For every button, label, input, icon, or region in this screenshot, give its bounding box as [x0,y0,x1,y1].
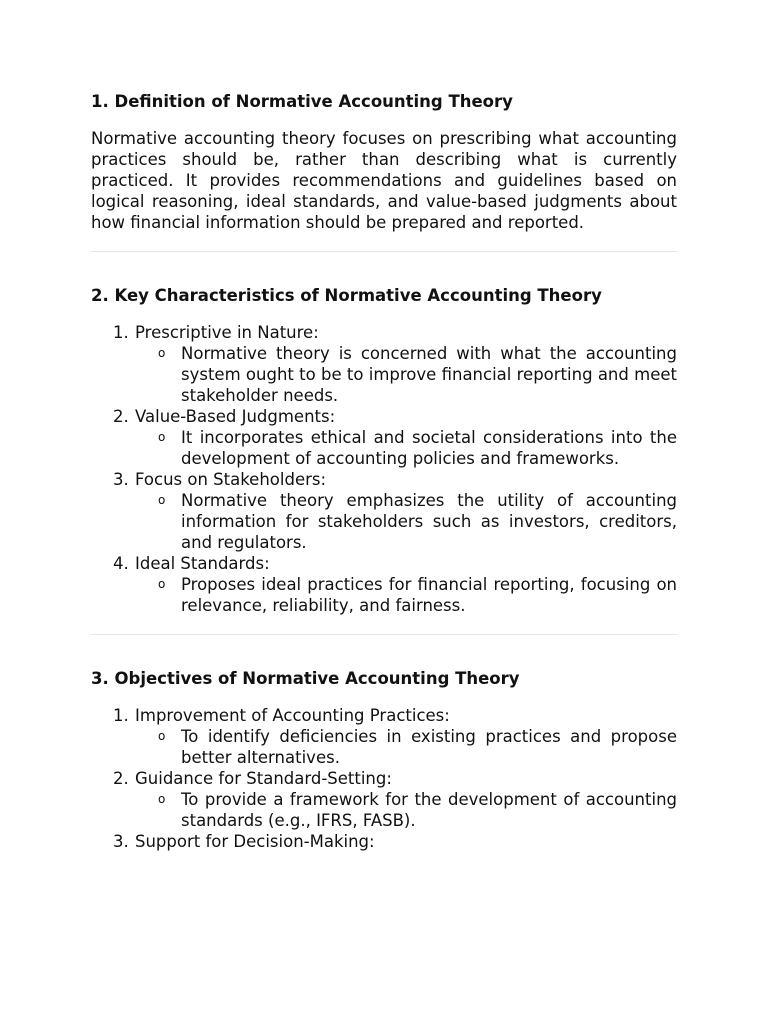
bullet-icon: o [158,729,166,743]
sub-list-item [91,574,677,616]
item-number: 3. [113,832,129,851]
item-title: Ideal Standards: [135,554,270,573]
bullet-icon: o [158,577,166,591]
item-number: 2. [113,769,129,788]
bullet-icon: o [158,792,166,806]
item-number: 1. [113,706,129,725]
item-number: 4. [113,554,129,573]
section-divider [91,634,677,635]
sub-list-item [91,490,677,553]
section-divider [91,251,677,252]
list-item [91,831,677,852]
list-item [91,322,677,406]
sub-list-item [91,343,677,406]
item-title: Support for Decision-Making: [135,832,375,851]
item-detail: To provide a framework for the development of accounting standards (e.g., IFRS, FASB). [181,790,677,830]
item-number: 2. [113,407,129,426]
section3-heading: 3. Objectives of Normative Accounting Theory [91,669,520,688]
item-detail: Proposes ideal practices for financial reporting, focusing on relevance, reliability, and fairness. [181,575,677,615]
objectives-list [91,705,677,852]
list-item [91,406,677,469]
characteristics-list [91,322,677,616]
item-title: Prescriptive in Nature: [135,323,319,342]
list-item [91,469,677,553]
bullet-icon: o [158,346,166,360]
section1-paragraph: Normative accounting theory focuses on prescribing what accounting practices should be, rather than describing what is currently practiced. It provides recommendations and guidelines based on logical reasoning, ideal standards, and value-based judgments about how financial information should be prepared and reported. [91,129,677,232]
item-detail: Normative theory emphasizes the utility of accounting information for stakeholders such as investors, creditors, and regulators. [181,491,677,552]
list-item [91,768,677,831]
list-item [91,705,677,768]
section1-heading: 1. Definition of Normative Accounting Theory [91,92,513,111]
item-detail: It incorporates ethical and societal considerations into the development of accounting policies and frameworks. [181,428,677,468]
section2-heading: 2. Key Characteristics of Normative Accounting Theory [91,286,602,305]
list-item [91,553,677,616]
item-detail: Normative theory is concerned with what the accounting system ought to be to improve financial reporting and meet stakeholder needs. [181,344,677,405]
item-title: Value-Based Judgments: [135,407,336,426]
item-title: Improvement of Accounting Practices: [135,706,450,725]
item-number: 1. [113,323,129,342]
document-page [91,90,677,852]
item-detail: To identify deficiencies in existing practices and propose better alternatives. [181,727,677,767]
sub-list-item [91,726,677,768]
bullet-icon: o [158,430,166,444]
item-title: Focus on Stakeholders: [135,470,327,489]
sub-list-item [91,789,677,831]
sub-list-item [91,427,677,469]
item-number: 3. [113,470,129,489]
item-title: Guidance for Standard-Setting: [135,769,392,788]
bullet-icon: o [158,493,166,507]
